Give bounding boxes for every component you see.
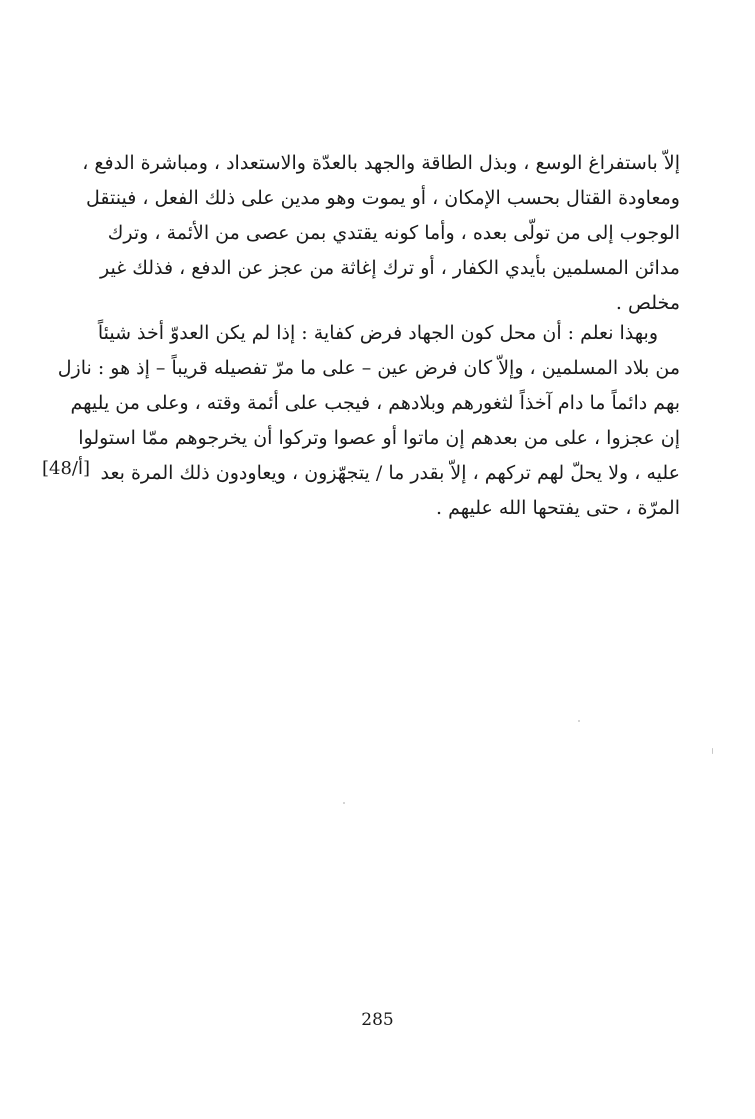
text-line: عليه ، ولا يحلّ لهم تركهم ، إلاّ بقدر ما / يتجهّزون ، ويعاودون ذلك المرة بعد — [100, 462, 680, 484]
scan-speck — [712, 748, 713, 754]
text-line: من بلاد المسلمين ، وإلاّ كان فرض عين – على ما مرّ تفصيله قريباً – إذ هو : نازل — [57, 357, 680, 379]
manuscript-folio-reference: [48/أ] — [42, 458, 91, 479]
page-number: 285 — [361, 1010, 394, 1030]
text-line: مدائن المسلمين بأيدي الكفار ، أو ترك إغاثة من عجز عن الدفع ، فذلك غير — [100, 257, 680, 279]
text-line: إلاّ باستفراغ الوسع ، وبذل الطاقة والجهد بالعدّة والاستعداد ، ومباشرة الدفع ، — [82, 152, 680, 174]
paragraph-1 — [82, 146, 680, 321]
text-line: المرّة ، حتى يفتحها الله عليهم . — [436, 497, 680, 519]
text-line: بهم دائماً ما دام آخذاً لثغورهم وبلادهم ، فيجب على أئمة وقته ، وعلى من يليهم — [70, 392, 680, 414]
text-line: ومعاودة القتال بحسب الإمكان ، أو يموت وهو مدين على ذلك الفعل ، فينتقل — [86, 187, 680, 209]
scan-speck — [343, 802, 345, 804]
text-line: الوجوب إلى من تولّى بعده ، وأما كونه يقتدي بمن عصى من الأئمة ، وترك — [107, 222, 680, 244]
text-line: مخلص . — [615, 292, 680, 314]
scan-speck — [578, 720, 580, 722]
text-line: إن عجزوا ، على من بعدهم إن ماتوا أو عصوا وتركوا أن يخرجوهم ممّا استولوا — [78, 427, 680, 449]
text-line: وبهذا نعلم : أن محل كون الجهاد فرض كفاية : إذا لم يكن العدوّ أخذ شيئاً — [97, 322, 658, 344]
